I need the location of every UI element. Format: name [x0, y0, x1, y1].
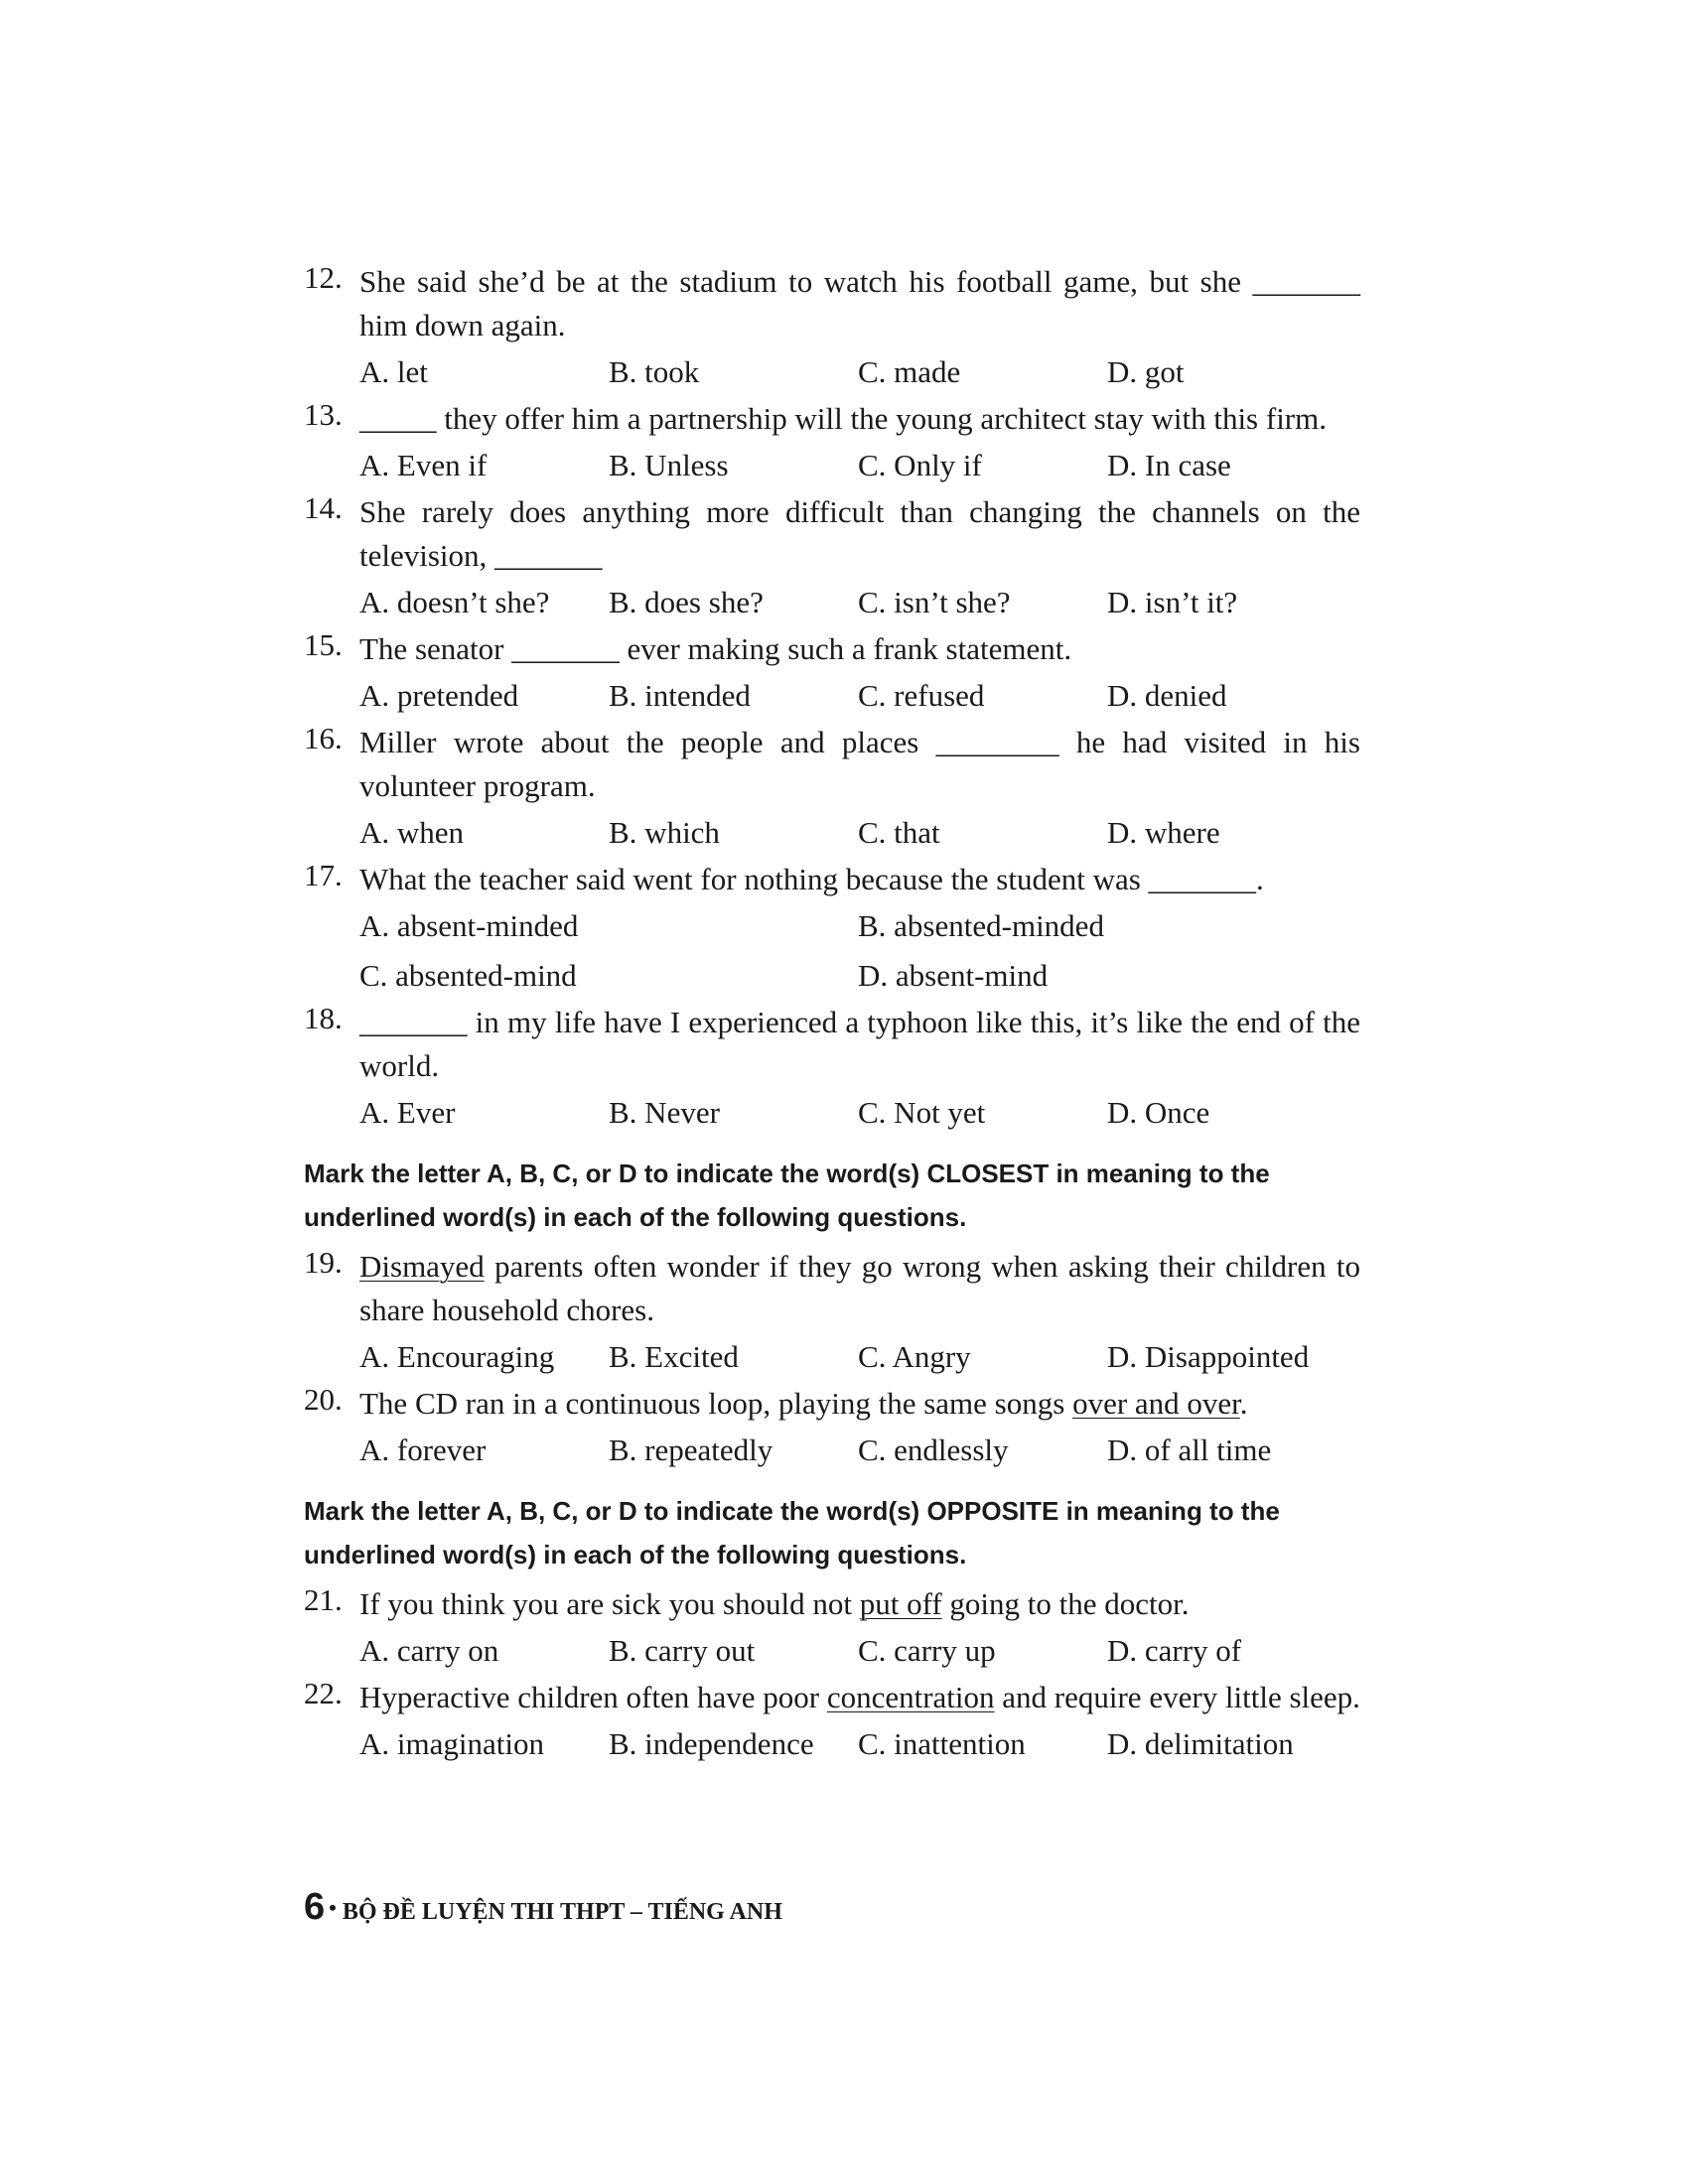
question-number: 15. [304, 627, 343, 662]
option-d: D. delimitation [1107, 1726, 1294, 1761]
answer-options [359, 441, 1360, 490]
option-b: B. which [609, 815, 720, 850]
stem-text-before: The CD ran in a continuous loop, playing the same songs [359, 1386, 1073, 1421]
option-d: D. where [1107, 815, 1220, 850]
underlined-word: over and over [1072, 1386, 1240, 1421]
option-b: B. Unless [609, 448, 729, 482]
stem-text-before: Hyperactive children often have poor [359, 1680, 827, 1714]
option-a: A. forever [359, 1433, 487, 1467]
option-b: B. took [609, 354, 700, 389]
option-a: A. Ever [359, 1095, 456, 1130]
question-number: 13. [304, 397, 343, 432]
option-d: D. isn’t it? [1107, 585, 1238, 619]
question-stem: _____ they offer him a partnership will the young architect stay with this firm. [359, 401, 1327, 436]
question-stem [359, 1245, 1360, 1332]
underlined-word: Dismayed [359, 1249, 485, 1284]
option-a: A. doesn’t she? [359, 585, 550, 619]
option-d: D. got [1107, 354, 1185, 389]
answer-options [359, 347, 1360, 397]
answer-options [359, 808, 1360, 858]
question-stem [359, 1676, 1360, 1719]
option-c: C. inattention [858, 1726, 1026, 1761]
stem-text-before: If you think you are sick you should not [359, 1586, 860, 1621]
question-number: 20. [304, 1382, 343, 1417]
option-c: C. that [858, 815, 940, 850]
question-21 [304, 1582, 1360, 1676]
question-17 [304, 858, 1360, 1001]
question-stem: She rarely does anything more difficult than changing the channels on the television, _______ [359, 494, 1360, 573]
question-stem [359, 1582, 1360, 1626]
option-b: B. Never [609, 1095, 720, 1130]
question-number: 21. [304, 1582, 343, 1617]
option-b: B. Excited [609, 1339, 739, 1374]
option-c: C. isn’t she? [858, 585, 1011, 619]
answer-options [359, 1088, 1360, 1138]
question-18 [304, 1001, 1360, 1138]
option-c: C. endlessly [858, 1433, 1009, 1467]
question-number: 17. [304, 858, 343, 892]
stem-text-after: parents often wonder if they go wrong when asking their children to share household chores. [359, 1249, 1360, 1327]
option-a: A. let [359, 354, 428, 389]
option-c: C. carry up [858, 1633, 996, 1668]
question-22 [304, 1676, 1360, 1769]
question-number: 18. [304, 1001, 343, 1035]
option-c: C. Angry [858, 1339, 971, 1374]
option-a: A. when [359, 815, 465, 850]
question-number: 12. [304, 260, 343, 295]
answer-options [359, 1332, 1360, 1382]
option-d: D. Once [1107, 1095, 1210, 1130]
question-13 [304, 397, 1360, 490]
option-b: B. intended [609, 678, 751, 713]
underlined-word: concentration [826, 1680, 995, 1714]
option-d: D. carry of [1107, 1633, 1242, 1668]
page-footer [304, 1886, 782, 1929]
answer-options [359, 1426, 1360, 1475]
answer-options [359, 671, 1360, 721]
question-stem: She said she’d be at the stadium to watch his football game, but she _______ him down again. [359, 264, 1360, 342]
option-a: A. Encouraging [359, 1339, 555, 1374]
option-c: C. Only if [858, 448, 982, 482]
stem-text-after: . [1239, 1386, 1248, 1421]
question-20 [304, 1382, 1360, 1475]
option-c: C. Not yet [858, 1095, 986, 1130]
stem-text-after: and require every little sleep. [994, 1680, 1360, 1714]
page-number: 6 [304, 1886, 326, 1928]
question-number: 14. [304, 490, 343, 525]
section-instruction-opposite: Mark the letter A, B, C, or D to indicate the word(s) OPPOSITE in meaning to the underlined word(s) in each of the following questions. [304, 1496, 1280, 1570]
question-number: 19. [304, 1245, 343, 1280]
question-number: 22. [304, 1676, 343, 1710]
option-b: B. independence [609, 1726, 814, 1761]
option-a: A. imagination [359, 1726, 544, 1761]
question-number: 16. [304, 721, 343, 755]
question-stem: Miller wrote about the people and places ________ he had visited in his volunteer program. [359, 725, 1360, 803]
question-stem: The senator _______ ever making such a frank statement. [359, 631, 1072, 666]
option-b: B. carry out [609, 1633, 756, 1668]
option-d: D. denied [1107, 678, 1227, 713]
option-b: B. absented-minded [858, 908, 1104, 943]
question-stem [359, 1382, 1360, 1426]
question-stem: _______ in my life have I experienced a typhoon like this, it’s like the end of the world. [359, 1005, 1360, 1083]
option-d: D. absent-mind [858, 958, 1049, 993]
option-d: D. of all time [1107, 1433, 1272, 1467]
underlined-word: put off [859, 1586, 942, 1621]
footer-bullet: • [329, 1895, 337, 1920]
question-15 [304, 627, 1360, 721]
question-12 [304, 260, 1360, 397]
answer-options [359, 1626, 1360, 1676]
section-instruction-closest: Mark the letter A, B, C, or D to indicate the word(s) CLOSEST in meaning to the underlined word(s) in each of the following questions. [304, 1159, 1270, 1232]
question-14 [304, 490, 1360, 627]
option-a: A. pretended [359, 678, 519, 713]
answer-options [359, 578, 1360, 627]
option-d: D. In case [1107, 448, 1231, 482]
option-a: A. absent-minded [359, 908, 579, 943]
option-d: D. Disappointed [1107, 1339, 1310, 1374]
question-stem: What the teacher said went for nothing because the student was _______. [359, 862, 1264, 896]
option-c: C. made [858, 354, 961, 389]
answer-options-row-1 [359, 901, 1360, 951]
option-a: A. carry on [359, 1633, 499, 1668]
stem-text-after: going to the doctor. [941, 1586, 1190, 1621]
answer-options-row-2 [359, 951, 1360, 1001]
book-title: BỘ ĐỀ LUYỆN THI THPT – TIẾNG ANH [342, 1899, 782, 1925]
question-19 [304, 1245, 1360, 1382]
question-16 [304, 721, 1360, 858]
option-b: B. does she? [609, 585, 764, 619]
option-c: C. absented-mind [359, 958, 577, 993]
question-list [304, 260, 1360, 1769]
option-c: C. refused [858, 678, 985, 713]
option-b: B. repeatedly [609, 1433, 774, 1467]
answer-options [359, 1719, 1360, 1769]
option-a: A. Even if [359, 448, 488, 482]
